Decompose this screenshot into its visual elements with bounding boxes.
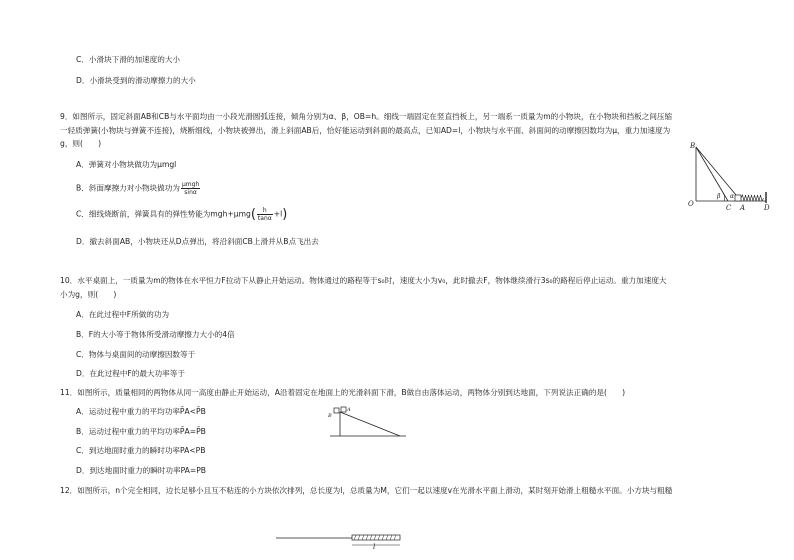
- q9-option-b-num: μmgh: [181, 181, 200, 188]
- q9-incline-figure: [684, 140, 784, 212]
- q12-stem-line1: 12．如图所示，n个完全相同，边长足够小且互不粘连的小方块依次排列，总长度为l，总质量为M，它们一起以速度v在光滑水平面上滑动，某时刻开始滑上粗糙水平面。小方块与粗糙: [60, 486, 673, 495]
- right-paren: ): [282, 207, 288, 222]
- q11-option-a: A．运动过程中重力的平均功率P̄A<P̄B: [76, 407, 206, 416]
- q9-option-c-den: tanα: [257, 215, 272, 222]
- q9-spring: [741, 195, 764, 201]
- q11-block-a: [341, 407, 346, 412]
- q9-option-d: D．撤去斜面AB，小物块还从D点弹出，将沿斜面CB上滑并从B点飞出去: [76, 237, 319, 246]
- q11-stem: 11．如图所示，质量相同的两物体从同一高度由静止开始运动，A沿着固定在地面上的光滑斜面下滑，B做自由落体运动，两物体分别到达地面，下列说法正确的是( ): [60, 388, 626, 397]
- q11-incline-slope: [340, 412, 400, 436]
- q11-block-b: [334, 408, 339, 413]
- q11-option-c: C．到达地面时重力的瞬时功率PA<PB: [76, 446, 206, 455]
- q9-option-c-text: C．细线烧断前，弹簧具有的弹性势能为mgh+μmg: [76, 209, 251, 219]
- q11-label-a: A: [347, 407, 351, 413]
- q11-option-d: D．到达地面时重力的瞬时功率PA=PB: [76, 466, 207, 475]
- q9-option-a: A．弹簧对小物块做功为μmgl: [76, 160, 177, 169]
- q9-label-beta: β: [717, 193, 721, 200]
- q9-option-b: [76, 181, 201, 197]
- q9-option-b-text: B．斜面摩擦力对小物块做功为: [76, 183, 180, 193]
- q10-option-c: C．物体与桌面间的动摩擦因数等于: [76, 350, 196, 359]
- q10-option-a: A．在此过程中F所做的功为: [76, 310, 170, 319]
- q12-surface-figure: [276, 528, 406, 550]
- q9-label-b: B: [690, 142, 696, 150]
- q9-option-c-fraction: [257, 207, 273, 222]
- q10-option-b: B．F的大小等于物体所受滑动摩擦力大小的4倍: [76, 330, 235, 339]
- q11-label-b: B: [328, 413, 332, 419]
- q9-stem-line1: 9．如图所示，固定斜面AB和CB与水平面均由一小段光滑圆弧连接，倾角分别为α、β，OB=h。细线一端固定在竖直挡板上，另一端系一质量为m的小物块，在小物块和挡板之间压缩: [60, 112, 673, 121]
- q9-option-c: [76, 207, 287, 225]
- q12-label-l: l: [373, 543, 376, 551]
- q10-stem-line2: 小为g，则( ): [60, 290, 117, 299]
- q9-block: [735, 195, 741, 201]
- q9-option-b-fraction: [181, 181, 200, 196]
- q8-option-d: D．小滑块受到的滑动摩擦力的大小: [76, 76, 196, 85]
- q10-option-d: D．在此过程中F的最大功率等于: [76, 369, 185, 378]
- q9-label-alpha: α: [730, 193, 735, 200]
- left-paren: (: [250, 207, 256, 222]
- q9-label-a: A: [740, 204, 746, 212]
- q9-option-c-num: h: [257, 207, 273, 215]
- q11-incline-figure: [330, 402, 410, 438]
- q9-stem-line3: g，则( ): [60, 139, 102, 148]
- q8-option-c: C．小滑块下滑的加速度的大小: [76, 55, 181, 64]
- q9-option-b-den: sinα: [184, 189, 197, 196]
- q9-label-o: O: [688, 200, 694, 208]
- q9-label-c: C: [726, 204, 732, 212]
- q9-stem-line2: 一轻质弹簧(小物块与弹簧不连接)，烧断细线，小物块被弹出，滑上斜面AB后，恰好能运动到斜面的最高点，已知AD=l，小物块与水平面、斜面间的动摩擦因数均为μ，重力加速度为: [60, 126, 671, 135]
- q9-option-c-tail: +l: [273, 209, 283, 219]
- q11-option-b: B．运动过程中重力的平均功率P̄A=P̄B: [76, 427, 206, 436]
- q9-label-d: D: [764, 204, 770, 212]
- q10-stem-line1: 10．水平桌面上，一质量为m的物体在水平恒力F拉动下从静止开始运动。物体通过的路程等于s₀时，速度大小为v₀，此时撤去F，物体继续滑行3s₀的路程后停止运动。重力加速度大: [60, 276, 667, 285]
